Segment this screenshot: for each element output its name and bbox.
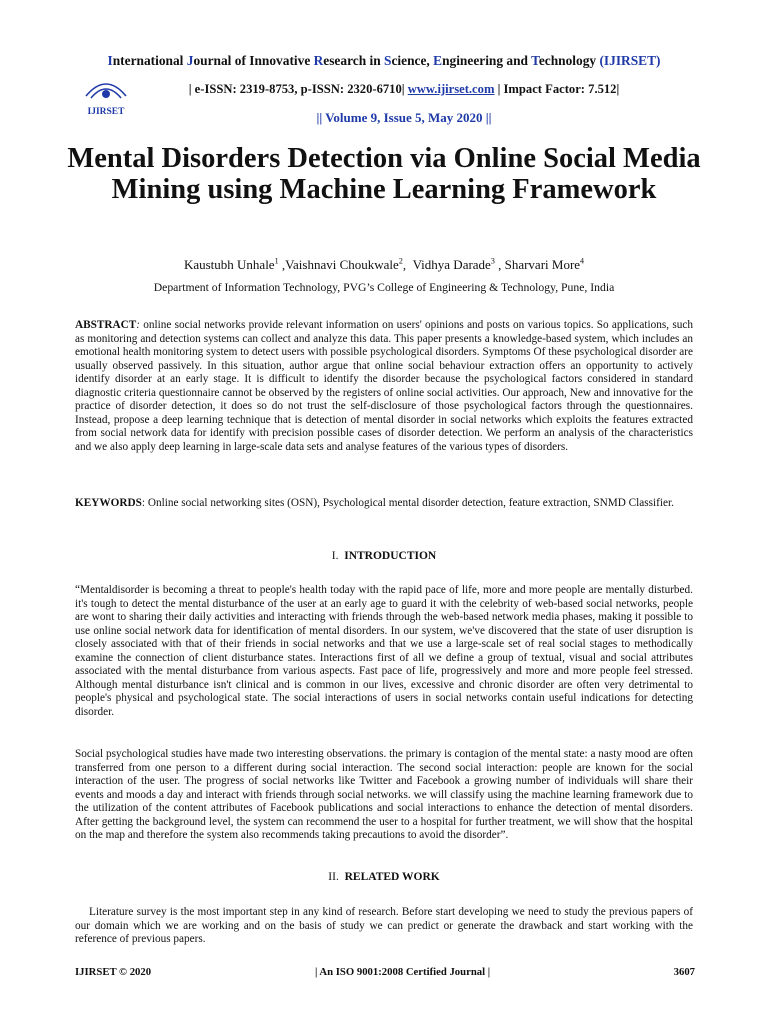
author: Kaustubh Unhale$^1$ <box>183 257 279 273</box>
journal-name-part: Journal of Innovative <box>186 53 314 68</box>
issn-text: | e-ISSN: 2319-8753, p-ISSN: 2320-6710| <box>188 82 405 96</box>
page-number: 3607 <box>673 966 695 978</box>
related-work-paragraph: Literature survey is the most important step in any kind of research. Before start developing we need to study the previous papers of our domain which we are working and on the basis of study we can predict or generate the drawback and start working with the reference of previous papers. <box>75 906 693 945</box>
author: Vaishnavi Choukwale$^2$ <box>285 257 403 273</box>
section-heading-related-work: II. RELATED WORK <box>328 871 440 883</box>
journal-name-part: Engineering and <box>433 53 532 68</box>
author-list: Kaustubh Unhale$^1$ ,Vaishnavi Choukwale$^2$, Vidhya Darade$^3$ , Sharvari More$^4$ <box>183 257 585 273</box>
intro-paragraph-2: Social psychological studies have made two interesting observations. the primary is contagion of the mental state: a nasty mood are often transferred from one person to a different during social interaction. The second social interaction: people are known for the social interaction of the user. The progress of social networks like Twitter and Facebook a growing number of individuals will share their events and moods a day and interact with friends through social networks. we will classify using the machine learning framework due to the utilization of the content attributes of Facebook publications and social interactions to enhance the detection of mental disorders. After getting the background level, the system can recommend the user to a hospital for further treatment, we will show that the hospital on the map and therefore the system also recommends taking precautions to avoid the disorder”. <box>75 748 693 841</box>
footer-certification: | An ISO 9001:2008 Certified Journal | <box>315 966 491 978</box>
journal-name <box>0 53 768 69</box>
abstract-label: ABSTRACT <box>75 319 137 331</box>
impact-factor: | Impact Factor: 7.512| <box>497 82 620 96</box>
abstract: ABSTRACT: online social networks provide relevant information on users' opinions and posts on various topics. So applications, such as monitoring and detection systems can collect and analyze this data. This paper presents a knowledge-based system, which includes an emotional health monitoring system to detect users with possible psychological disorders. Symptoms Of these psychological disorder are usually observed passively. In this situation, author argue that online social behaviour extraction offers an opportunity to actively identify disorder at an early stage. It is difficult to identify the disorder because the psychological factors considered in standard diagnostic criteria questionnaire cannot be observed by the registers of online social activities. Our approach, New and innovative for the practice of disorder detection, it does so do not trust the self-disclosure of those psychological factors through the questionnaires. Instead, propose a deep learning technique that is detection of mental disorder in social networks which exploits the features extracted from social network data for identify with precision possible cases of disorder detection. We perform an analysis of the characteristics and we also apply deep learning in large-scale data sets and analyse features of the various types of disorders. <box>75 319 693 453</box>
journal-name-part: Technology <box>531 53 600 68</box>
author: Sharvari More$^4$ <box>504 257 585 273</box>
keywords-label: KEYWORDS <box>75 497 142 509</box>
abstract-text: online social networks provide relevant information on users' opinions and posts on various topics. So applications, such as monitoring and detection systems can collect and analyze this data. This paper presents a knowledge-based system, which includes an emotional health monitoring system to detect users with possible psychological disorders. Symptoms Of these psychological disorder are usually observed passively. In this situation, author argue that online social behaviour extraction offers an opportunity to actively identify disorder at an early stage. It is difficult to identify the disorder because the psychological factors considered in standard diagnostic criteria questionnaire cannot be observed by the registers of online social activities. Our approach, New and innovative for the practice of disorder detection, it does so do not trust the self-disclosure of those psychological factors through the questionnaires. Instead, propose a deep learning technique that is detection of mental disorder in social networks which exploits the features extracted from social network data for identify with precision possible cases of disorder detection. We perform an analysis of the characteristics and we also apply deep learning in large-scale data sets and analyse features of the various types of disorders. <box>75 319 693 453</box>
footer-copyright: IJIRSET © 2020 <box>75 966 152 978</box>
issn-line <box>0 82 768 97</box>
journal-name-part: International <box>107 53 187 68</box>
journal-name-part: Research in <box>313 53 385 68</box>
journal-name-part: Science, <box>384 53 434 68</box>
intro-paragraph-1: “Mentaldisorder is becoming a threat to people's health today with the rapid pace of life, more and more people are mentally disturbed. it's tough to detect the mental disturbance of the user at an early age to guard it with the celebrity of web-based social networks, people are wont to sharing their daily activities and interacting with friends through the web-based network media phases, making it possible to use online social network data for identification of mental disorders. In our system, we've discovered that the state of user disruption is closely associated with that of their friends in social networks and that we use a large-scale set of real social stages to methodically examine the connection of client disturbance states. Interactions first of all we define a group of textual, visual and social attributes associated with the mental disturbance from various aspects. Fast pace of life, progressively and more and more people feel stressed. Although mental disturbance isn't clinical and is common in our lives, excessive and chronic disorder are often very detrimental to people's physical and psychological state. The social interactions of users in social networks contain useful indications for detecting disorder. <box>75 584 693 718</box>
svg-text:IJIRSET: IJIRSET <box>87 107 125 117</box>
volume-issue: || Volume 9, Issue 5, May 2020 || <box>316 110 492 125</box>
section-heading-introduction: I. INTRODUCTION <box>331 550 437 562</box>
author: Vidhya Darade$^3$ <box>412 257 495 273</box>
paper-title: Mental Disorders Detection via Online Social Media Mining using Machine Learning Framework <box>67 143 701 205</box>
keywords-text: : Online social networking sites (OSN), Psychological mental disorder detection, feature extraction, SNMD Classifier. <box>141 497 674 509</box>
affiliation: Department of Information Technology, PVG’s College of Engineering & Technology, Pune, India <box>153 281 615 294</box>
keywords <box>75 497 693 511</box>
journal-acronym: (IJIRSET) <box>599 53 661 68</box>
website-link[interactable]: www.ijirset.com <box>407 82 495 96</box>
